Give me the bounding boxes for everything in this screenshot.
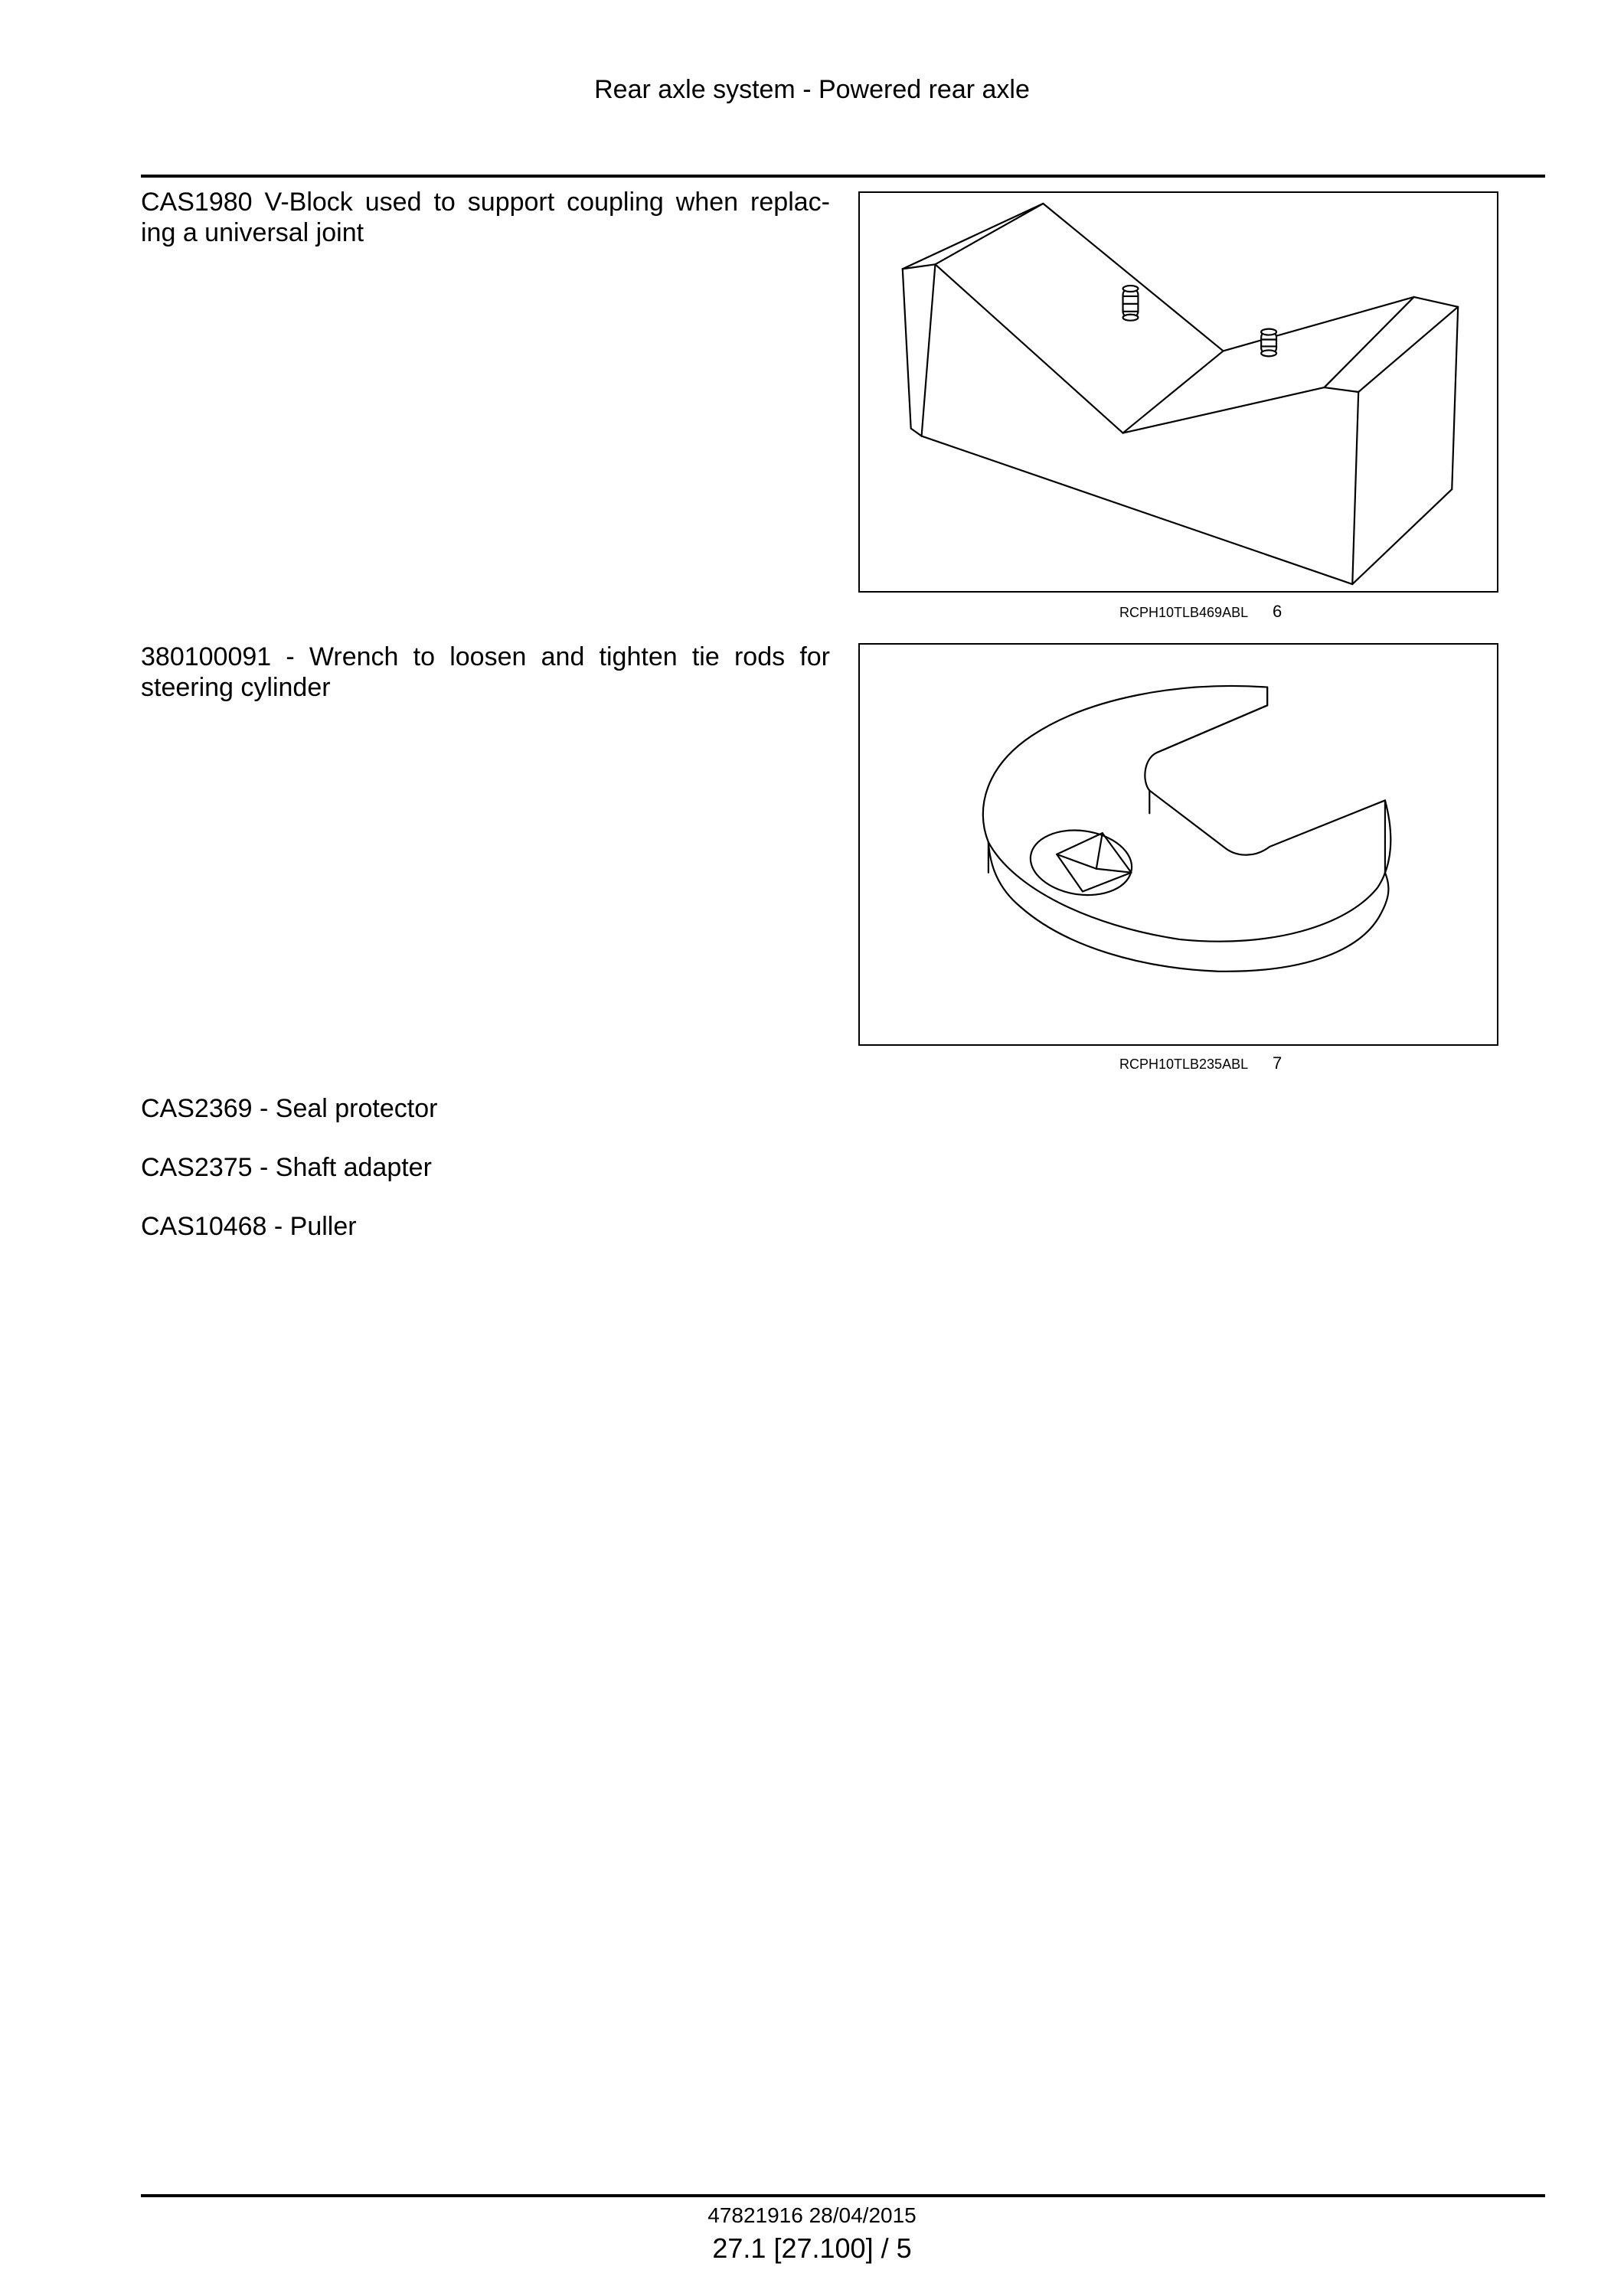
figure-v-block bbox=[858, 191, 1498, 593]
tool-seal-protector: CAS2369 - Seal protector bbox=[141, 1094, 438, 1123]
tool-puller: CAS10468 - Puller bbox=[141, 1212, 357, 1241]
figure-number: 6 bbox=[1273, 602, 1283, 621]
figure-code: RCPH10TLB469ABL bbox=[1119, 605, 1249, 620]
tool-shaft-adapter: CAS2375 - Shaft adapter bbox=[141, 1153, 432, 1182]
footer-page-number: 27.1 [27.100] / 5 bbox=[712, 2232, 912, 2264]
figure-code: RCPH10TLB235ABL bbox=[1119, 1057, 1249, 1072]
figure-wrench bbox=[858, 643, 1498, 1046]
v-block-illustration-icon bbox=[860, 193, 1497, 591]
tool-description-v-block: CAS1980 V-Block used to support coupling when replac- ing a universal joint bbox=[141, 188, 830, 247]
footer-divider bbox=[141, 2194, 1545, 2197]
header-divider bbox=[141, 175, 1545, 178]
tool-description-wrench: 380100091 - Wrench to loosen and tighten tie rods for steering cylinder bbox=[141, 642, 830, 702]
footer-doc-code: 47821916 28/04/2015 bbox=[707, 2203, 917, 2227]
header-title: Rear axle system - Powered rear axle bbox=[594, 75, 1030, 104]
wrench-illustration-icon bbox=[860, 645, 1497, 1044]
figure-number: 7 bbox=[1273, 1053, 1283, 1073]
